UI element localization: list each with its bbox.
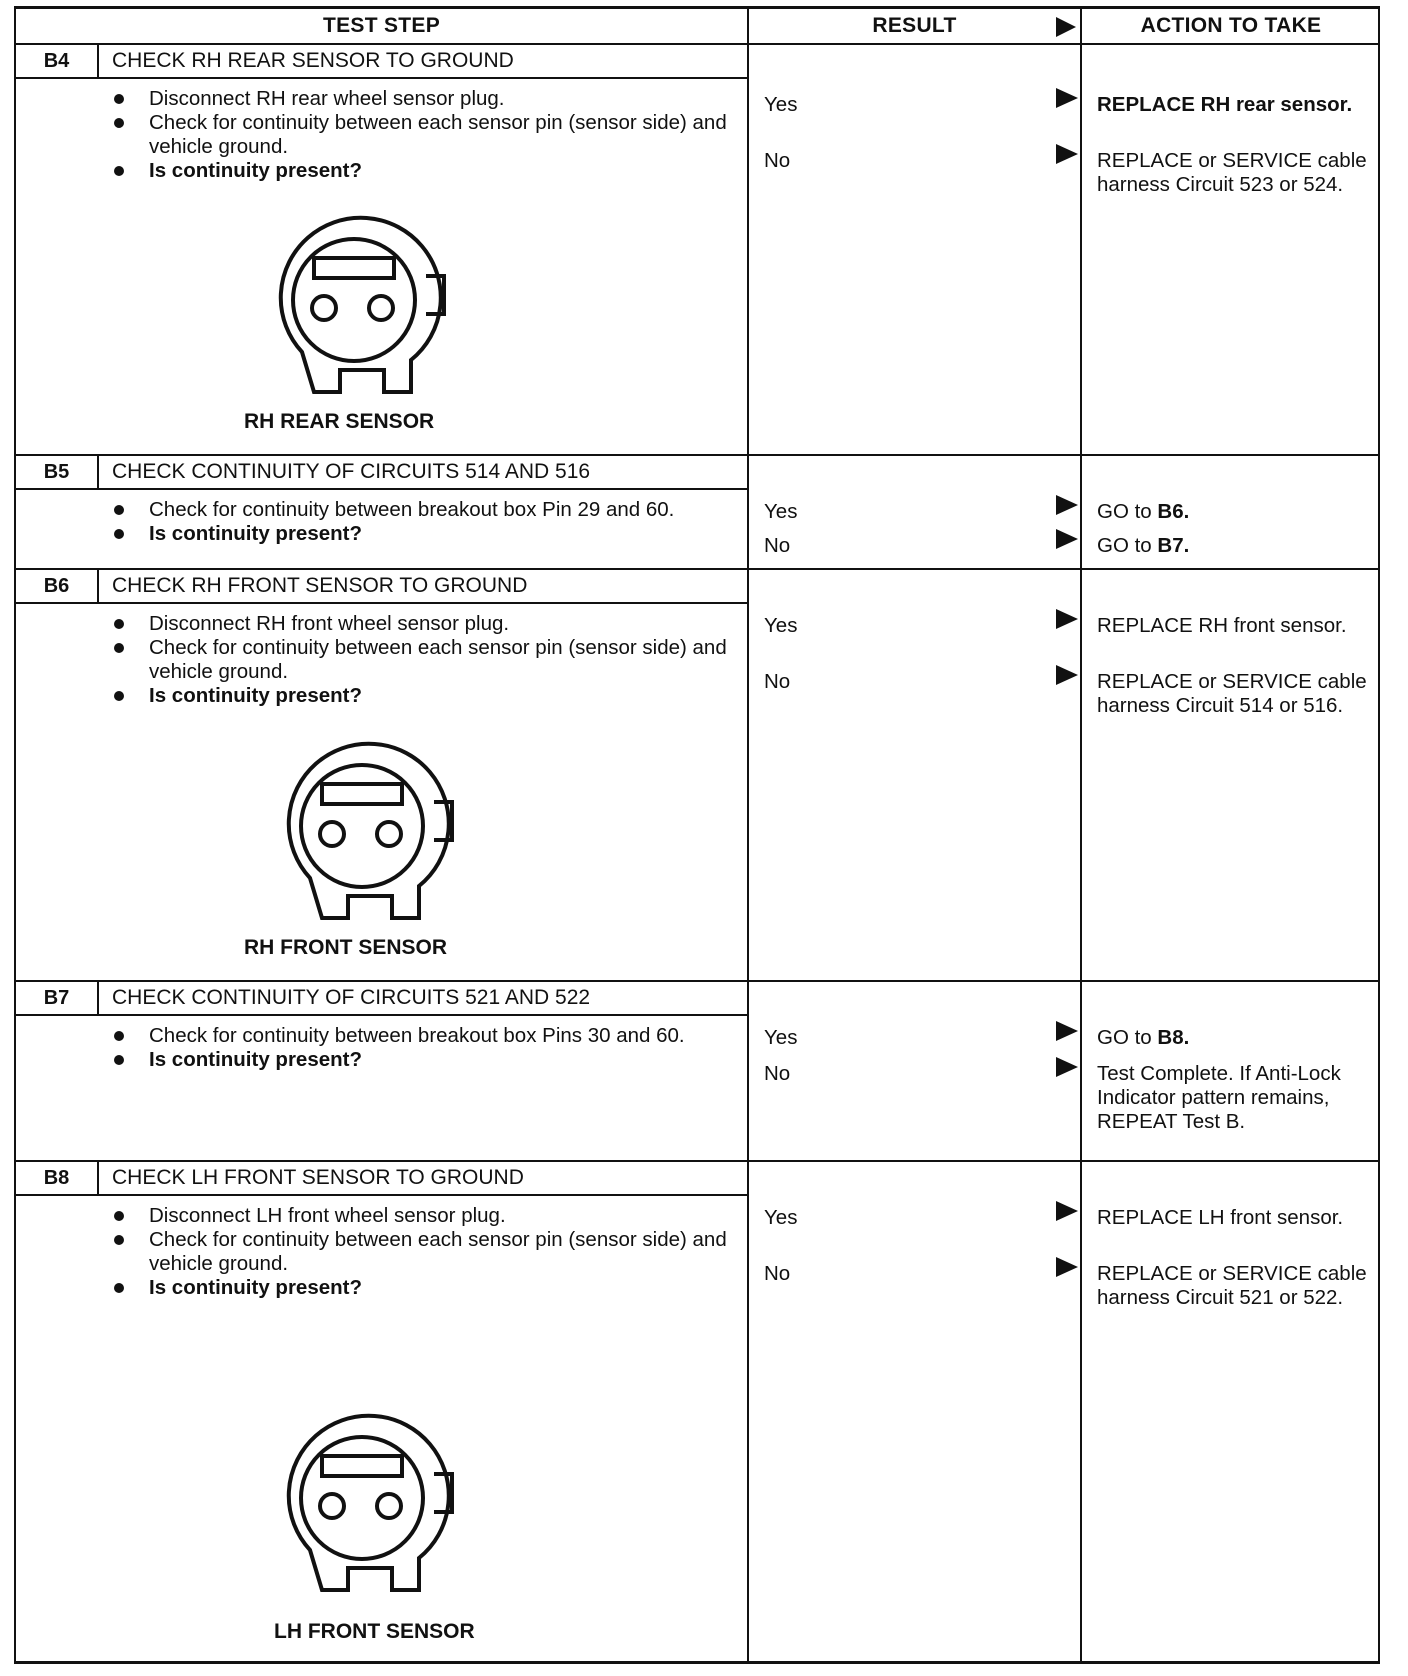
arrow-right-icon: [1056, 1257, 1078, 1277]
result-yes: Yes: [764, 500, 798, 523]
result-yes: Yes: [764, 1026, 798, 1049]
header-test-step: TEST STEP: [322, 14, 441, 37]
sensor-plug-icon: [274, 1398, 474, 1598]
result-no: No: [764, 149, 791, 172]
step-instructions: [111, 1024, 731, 1072]
instruction-question: Is continuity present?: [111, 1276, 731, 1300]
step-title-bar: [16, 982, 747, 1016]
result-no: No: [764, 1262, 791, 1285]
action-text: [1097, 534, 1379, 558]
arrow-right-icon: [1056, 529, 1078, 549]
step-code: B6: [16, 570, 99, 602]
step-reference: B6.: [1157, 500, 1190, 523]
sensor-connector-diagram: [266, 200, 486, 400]
arrow-right-icon: [1056, 609, 1078, 629]
instruction-question: Is continuity present?: [111, 1048, 731, 1072]
action-text: REPLACE LH front sensor.: [1097, 1206, 1344, 1229]
figure-caption: RH REAR SENSOR: [244, 410, 435, 433]
step-code: B4: [16, 45, 99, 77]
step-title-bar: [16, 1162, 747, 1196]
instruction-question: Is continuity present?: [111, 684, 731, 708]
instruction-item: Disconnect RH front wheel sensor plug.: [111, 612, 731, 636]
step-title: CHECK RH FRONT SENSOR TO GROUND: [112, 574, 528, 597]
step-b8: [16, 1162, 1378, 1664]
arrow-right-icon: [1056, 665, 1078, 685]
step-title: CHECK RH REAR SENSOR TO GROUND: [112, 49, 514, 72]
arrow-right-icon: [1056, 1057, 1078, 1077]
step-title-bar: [16, 456, 747, 490]
step-b5: [16, 456, 1378, 570]
action-prefix: GO to: [1097, 500, 1158, 523]
step-code: B5: [16, 456, 99, 488]
result-yes: Yes: [764, 614, 798, 637]
step-title-bar: [16, 45, 747, 79]
action-text: REPLACE or SERVICE cable harness Circuit 521 or 522.: [1097, 1262, 1367, 1309]
arrow-right-icon: [1056, 88, 1078, 108]
action-prefix: GO to: [1097, 1026, 1158, 1049]
action-text: REPLACE RH front sensor.: [1097, 614, 1347, 637]
result-no: No: [764, 1062, 791, 1085]
sensor-plug-icon: [274, 726, 474, 926]
sensor-connector-diagram: [274, 726, 494, 926]
instruction-question: Is continuity present?: [111, 522, 731, 546]
sensor-plug-icon: [266, 200, 466, 400]
result-yes: Yes: [764, 93, 798, 116]
instruction-item: Check for continuity between each sensor pin (sensor side) and vehicle ground.: [111, 111, 731, 159]
arrow-right-icon: [1056, 495, 1078, 515]
step-instructions: [111, 1204, 731, 1300]
arrow-right-icon: [1056, 1021, 1078, 1041]
arrow-right-icon: [1056, 144, 1078, 164]
action-text: [1097, 1026, 1379, 1050]
result-no: No: [764, 534, 791, 557]
step-b6: [16, 570, 1378, 982]
instruction-item: Check for continuity between each sensor pin (sensor side) and vehicle ground.: [111, 1228, 731, 1276]
table-header: [16, 9, 1378, 45]
step-reference: B8.: [1157, 1026, 1190, 1049]
header-result: RESULT: [872, 14, 957, 37]
step-title: CHECK LH FRONT SENSOR TO GROUND: [112, 1166, 524, 1189]
figure-caption: RH FRONT SENSOR: [244, 936, 448, 959]
action-text: REPLACE or SERVICE cable harness Circuit 514 or 516.: [1097, 670, 1367, 717]
step-b7: [16, 982, 1378, 1162]
instruction-item: Disconnect LH front wheel sensor plug.: [111, 1204, 731, 1228]
step-title: CHECK CONTINUITY OF CIRCUITS 514 AND 516: [112, 460, 591, 483]
instruction-question: Is continuity present?: [111, 159, 731, 183]
step-code: B7: [16, 982, 99, 1014]
step-b4: [16, 45, 1378, 456]
step-instructions: [111, 612, 731, 708]
header-action-to-take: ACTION TO TAKE: [1140, 14, 1322, 37]
action-text: [1097, 500, 1379, 524]
step-title-bar: [16, 570, 747, 604]
instruction-item: Check for continuity between breakout box Pin 29 and 60.: [111, 498, 731, 522]
arrow-right-icon: [1056, 17, 1076, 37]
action-text: REPLACE or SERVICE cable harness Circuit 523 or 524.: [1097, 149, 1367, 196]
step-instructions: [111, 498, 731, 546]
step-reference: B7.: [1157, 534, 1190, 557]
result-yes: Yes: [764, 1206, 798, 1229]
action-text: Test Complete. If Anti-Lock Indicator pattern remains, REPEAT Test B.: [1097, 1062, 1341, 1133]
step-instructions: [111, 87, 731, 183]
sensor-connector-diagram: [274, 1398, 494, 1598]
action-text: REPLACE RH rear sensor.: [1097, 93, 1353, 116]
figure-caption: LH FRONT SENSOR: [274, 1620, 475, 1643]
action-prefix: GO to: [1097, 534, 1158, 557]
step-title: CHECK CONTINUITY OF CIRCUITS 521 AND 522: [112, 986, 591, 1009]
step-code: B8: [16, 1162, 99, 1194]
arrow-right-icon: [1056, 1201, 1078, 1221]
result-no: No: [764, 670, 791, 693]
instruction-item: Disconnect RH rear wheel sensor plug.: [111, 87, 731, 111]
instruction-item: Check for continuity between each sensor pin (sensor side) and vehicle ground.: [111, 636, 731, 684]
instruction-item: Check for continuity between breakout box Pins 30 and 60.: [111, 1024, 731, 1048]
diagnostic-table: [14, 6, 1380, 1664]
